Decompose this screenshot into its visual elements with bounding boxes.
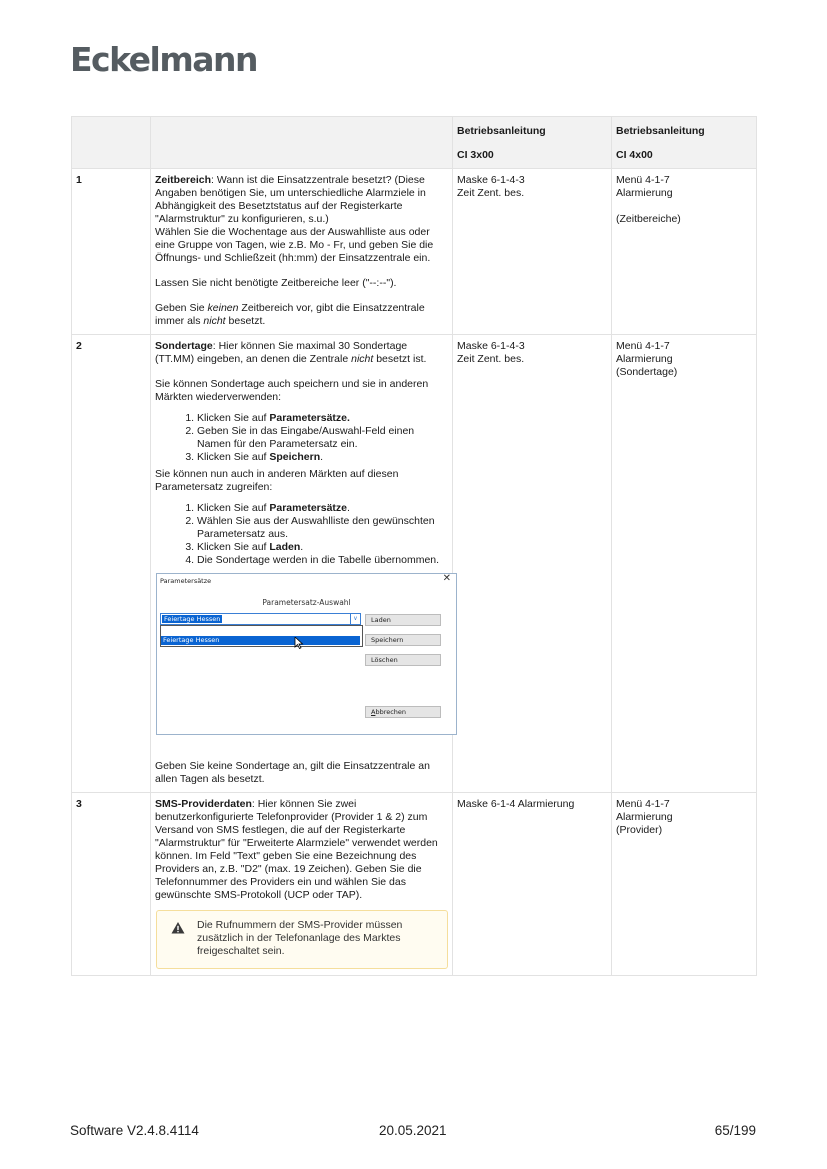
loeschen-button[interactable]: Löschen	[365, 654, 441, 666]
text: Parametersätze.	[269, 412, 350, 424]
text: Alarmierung	[616, 187, 673, 199]
header-ci4-title: Betriebsanleitung	[616, 125, 705, 137]
text: : Wann ist die Einsatzzentrale besetzt? (Diese Angaben benötigen Sie, um unterschiedliche Alarmziele in Abhängigkeit des Besetztstatus auf der Registerkarte "Alarmstruktur" zu konfigurieren, s.u.)	[155, 174, 426, 225]
emphasis: nicht	[351, 353, 374, 365]
text: bbrechen	[375, 708, 407, 716]
text: (Provider)	[616, 824, 663, 836]
dialog-title: Parametersätze	[160, 577, 212, 585]
text: : Hier können Sie zwei benutzerkonfigurierte Telefonprovider (Provider 1 & 2) zum Versand von SMS festlegen, die auf der Registerkarte "Alarmstruktur" für "Erweiterte Alarmziele" verwendet werden können. Im Feld "Text" geben Sie eine Bezeichnung des Providers an, z.B. "D2" (max. 19 Zeichen). Geben Sie die Telefonnummer des Providers ein und wählen Sie das gewünschte SMS-Protokoll (UCP oder TAP).	[155, 798, 438, 901]
text: Geben Sie	[155, 302, 208, 314]
row-description	[151, 335, 453, 793]
list-item	[197, 451, 448, 464]
parametersaetze-dialog-screenshot	[156, 573, 457, 735]
header-ci3-sub: CI 3x00	[457, 149, 494, 161]
text: Geben Sie in das Eingabe/Auswahl-Feld einen Namen für den Parametersatz ein.	[197, 425, 415, 450]
table-header-row	[72, 117, 757, 169]
footer-page-number: 65/199	[714, 1123, 756, 1138]
header-empty-cell	[72, 117, 151, 169]
text: Menü 4-1-7	[616, 798, 670, 810]
text: .	[320, 451, 324, 463]
text: Geben Sie keine Sondertage an, gilt die Einsatzzentrale an allen Tagen als besetzt.	[155, 760, 430, 785]
text: Sie können Sondertage auch speichern und sie in anderen Märkten wiederverwenden:	[155, 378, 429, 403]
table-row	[72, 169, 757, 335]
laden-button[interactable]: Laden	[365, 614, 441, 626]
speichern-button[interactable]: Speichern	[365, 634, 441, 646]
text: Klicken Sie auf	[197, 412, 270, 424]
text: Parametersätze	[269, 502, 348, 514]
text: Zeit Zent. bes.	[457, 187, 525, 199]
text: Sie können nun auch in anderen Märkten auf diesen Parametersatz zugreifen:	[155, 468, 399, 493]
text: Speichern	[269, 451, 321, 463]
text: (Sondertage)	[616, 366, 678, 378]
text: besetzt.	[225, 315, 266, 327]
text: Menü 4-1-7	[616, 174, 670, 186]
table-row	[72, 793, 757, 976]
parameter-set-combobox[interactable]	[160, 613, 361, 625]
row-title: SMS-Providerdaten	[155, 798, 252, 810]
header-ci4	[612, 117, 757, 169]
steps-list	[155, 412, 448, 464]
text: : Hier können Sie maximal 30 Sondertage (TT.MM) eingeben, an denen die Zentrale	[155, 340, 408, 365]
header-ci3-title: Betriebsanleitung	[457, 125, 546, 137]
warning-text: Die Rufnummern der SMS-Provider müssen zusätzlich in der Telefonanlage des Marktes freigeschaltet sein.	[197, 919, 403, 957]
list-item	[197, 554, 448, 567]
ci4-reference	[612, 335, 757, 793]
emphasis: nicht	[203, 315, 226, 327]
mouse-cursor-icon	[294, 637, 304, 649]
row-number: 3	[72, 793, 151, 976]
text: Maske 6-1-4-3	[457, 340, 525, 352]
ci3-reference	[453, 169, 612, 335]
header-empty-cell	[151, 117, 453, 169]
ci3-reference	[453, 793, 612, 976]
dialog-heading: Parametersatz-Auswahl	[262, 598, 351, 607]
steps-list	[155, 502, 448, 567]
text: Klicken Sie auf	[197, 451, 270, 463]
row-description	[151, 169, 453, 335]
text: Zeit Zent. bes.	[457, 353, 525, 365]
table-row	[72, 335, 757, 793]
text: .	[347, 502, 350, 514]
text: Menü 4-1-7	[616, 340, 670, 352]
warning-icon	[171, 921, 185, 935]
parameter-table	[71, 116, 757, 976]
text: Klicken Sie auf	[197, 541, 270, 553]
row-title: Zeitbereich	[155, 174, 212, 186]
text: Maske 6-1-4-3	[457, 174, 525, 186]
emphasis: keinen	[207, 302, 239, 314]
header-ci4-sub: CI 4x00	[616, 149, 653, 161]
list-item	[197, 425, 448, 451]
warning-box	[156, 910, 448, 969]
close-icon[interactable]: ✕	[442, 573, 451, 584]
text: Alarmierung	[616, 811, 673, 823]
row-number: 1	[72, 169, 151, 335]
eckelmann-logo: Eckelmann	[70, 40, 257, 79]
text: Lassen Sie nicht benötigte Zeitbereiche leer ("--:--").	[155, 277, 397, 289]
text: Wählen Sie aus der Auswahlliste den gewünschten Parametersatz aus.	[197, 515, 435, 540]
text: Zeitbereich vor, gibt die Einsatzzentrale immer als	[155, 302, 425, 327]
abbrechen-button[interactable]	[365, 706, 441, 718]
ci4-reference	[612, 793, 757, 976]
parameter-set-dropdown-list[interactable]	[160, 625, 363, 647]
text: Die Sondertage werden in die Tabelle übernommen.	[197, 554, 440, 566]
footer-software-version: Software V2.4.8.4114	[70, 1123, 199, 1138]
text: besetzt ist.	[373, 353, 427, 365]
list-item	[197, 541, 448, 554]
access-key: A	[371, 708, 376, 716]
text: Laden	[269, 541, 301, 553]
text: Klicken Sie auf	[197, 502, 270, 514]
text: (Zeitbereiche)	[616, 213, 681, 225]
list-item	[197, 412, 448, 425]
dropdown-option[interactable]: Feiertage Hessen	[161, 636, 360, 645]
row-description	[151, 793, 453, 976]
text: .	[300, 541, 304, 553]
combo-value: Feiertage Hessen	[164, 615, 221, 623]
text: Wählen Sie die Wochentage aus der Auswahlliste aus oder eine Gruppe von Tagen, wie z.B. Mo - Fr, und geben Sie die Öffnungs- und Schließzeit (hh:mm) der Einsatzzentrale ein.	[155, 226, 434, 264]
footer-date: 20.05.2021	[379, 1123, 447, 1138]
list-item	[197, 502, 448, 515]
text: Maske 6-1-4 Alarmierung	[457, 798, 575, 810]
ci3-reference	[453, 335, 612, 793]
list-item	[197, 515, 448, 541]
text: Alarmierung	[616, 353, 673, 365]
chevron-down-icon[interactable]: ∨	[350, 614, 360, 624]
ci4-reference	[612, 169, 757, 335]
row-title: Sondertage	[155, 340, 213, 352]
row-number: 2	[72, 335, 151, 793]
header-ci3	[453, 117, 612, 169]
